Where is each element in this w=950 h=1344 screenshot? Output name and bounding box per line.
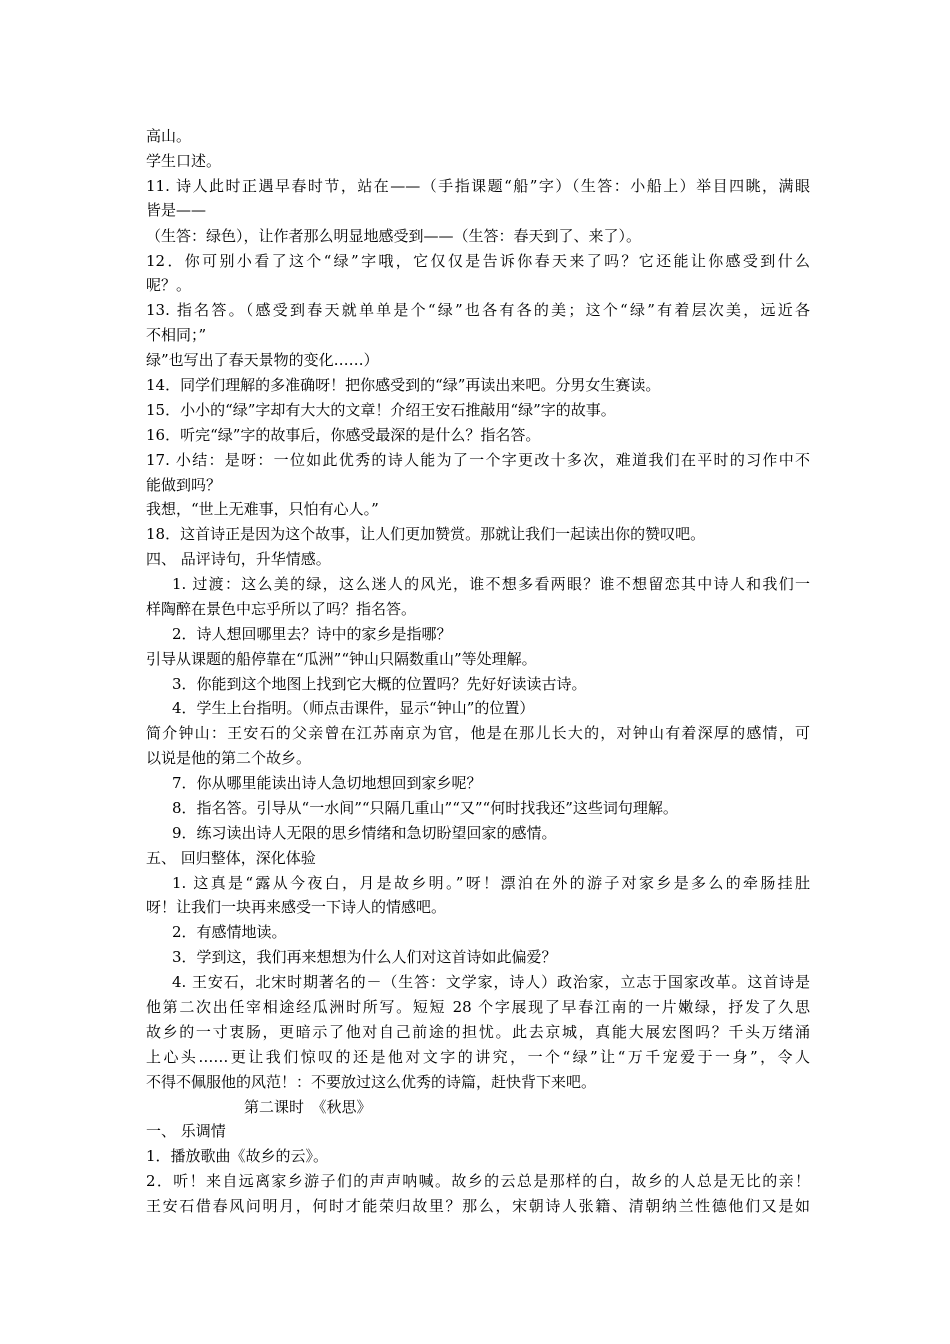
text-line: 简介钟山：王安石的父亲曾在江苏南京为官，他是在那儿长大的，对钟山有着深厚的感情，可: [146, 724, 810, 742]
text-line: 我想，“世上无难事，只怕有心人。”: [146, 500, 379, 518]
text-line: 9．练习读出诗人无限的思乡情绪和急切盼望回家的感情。: [172, 824, 557, 842]
text-line: 呢？。: [146, 276, 192, 294]
text-line: 绿”也写出了春天景物的变化……）: [146, 351, 379, 369]
section-heading: 一、 乐调情: [146, 1122, 226, 1140]
text-line: 2．诗人想回哪里去？诗中的家乡是指哪？: [172, 625, 452, 643]
text-line: 4．学生上台指明。（师点击课件，显示“钟山”的位置）: [172, 699, 535, 717]
text-line: 3．学到这，我们再来想想为什么人们对这首诗如此偏爱？: [172, 948, 557, 966]
text-line: 1. 过渡：这么美的绿，这么迷人的风光，谁不想多看两眼？谁不想留恋其中诗人和我们一: [172, 575, 810, 593]
text-line: 学生口述。: [146, 152, 222, 170]
text-line: 12．你可别小看了这个“绿”字哦，它仅仅是告诉你春天来了吗？它还能让你感受到什么: [146, 252, 810, 270]
text-line: （生答：绿色），让作者那么明显地感受到——（生答：春天到了、来了）。: [146, 227, 642, 245]
section-heading: 五、 回归整体，深化体验: [146, 849, 316, 867]
text-line: 15．小小的“绿”字却有大大的文章！介绍王安石推敲用“绿”字的故事。: [146, 401, 616, 419]
text-line: 4. 王安石，北宋时期著名的－（生答：文学家，诗人）政治家，立志于国家改革。这首诗是: [172, 973, 810, 991]
text-line: 16．听完“绿”字的故事后，你感受最深的是什么？指名答。: [146, 426, 541, 444]
text-line: 不得不佩服他的风范！：不要放过这么优秀的诗篇，赶快背下来吧。: [146, 1073, 597, 1091]
text-line: 王安石借春风问明月，何时才能荣归故里？那么，宋朝诗人张籍、清朝纳兰性德他们又是如: [146, 1197, 810, 1215]
text-line: 呀！让我们一块再来感受一下诗人的情感吧。: [146, 898, 447, 916]
text-line: 2．听！来自远离家乡游子们的声声呐喊。故乡的云总是那样的白，故乡的人总是无比的亲！: [146, 1172, 810, 1190]
text-line: 3．你能到这个地图上找到它大概的位置吗？先好好读读古诗。: [172, 675, 587, 693]
text-line: 上心头……更让我们惊叹的还是他对文字的讲究，一个“绿”让“万千宠爱于一身”，令人: [146, 1048, 810, 1066]
text-line: 8．指名答。引导从“一水间”“只隔几重山”“又”“何时找我还”这些词句理解。: [172, 799, 678, 817]
text-line: 高山。: [146, 127, 192, 145]
text-line: 以说是他的第二个故乡。: [146, 749, 312, 767]
text-line: 18．这首诗正是因为这个故事，让人们更加赞赏。那就让我们一起读出你的赞叹吧。: [146, 525, 706, 543]
text-line: 7．你从哪里能读出诗人急切地想回到家乡呢？: [172, 774, 482, 792]
text-line: 13. 指名答。（感受到春天就单单是个“绿”也各有各的美；这个“绿”有着层次美，远近各: [146, 301, 810, 319]
text-line: 能做到吗？: [146, 476, 222, 494]
section-heading: 四、 品评诗句，升华情感。: [146, 550, 331, 568]
text-line: 皆是——: [146, 201, 207, 219]
text-line: 1．播放歌曲《故乡的云》。: [146, 1147, 329, 1165]
text-line: 引导从课题的船停靠在“瓜洲”“钟山只隔数重山”等处理解。: [146, 650, 537, 668]
text-line: 14．同学们理解的多准确呀！把你感受到的“绿”再读出来吧。分男女生赛读。: [146, 376, 661, 394]
text-line: 17. 小结：是呀：一位如此优秀的诗人能为了一个字更改十多次，难道我们在平时的习作中不: [146, 451, 810, 469]
text-line: 他第二次出任宰相途经瓜洲时所写。短短 28 个字展现了早春江南的一片嫩绿，抒发了久思: [146, 998, 810, 1016]
text-line: 故乡的一寸衷肠，更暗示了他对自己前途的担忧。此去京城，真能大展宏图吗？千头万绪涌: [146, 1023, 810, 1041]
lesson-title: 第二课时 《秋思》: [244, 1098, 372, 1116]
text-line: 不相同；”: [146, 326, 207, 344]
text-line: 11. 诗人此时正遇早春时节，站在——（手指课题“船”字）（生答：小船上）举目四眺，满眼: [146, 177, 810, 195]
text-line: 2．有感情地读。: [172, 923, 287, 941]
text-line: 1. 这真是“露从今夜白，月是故乡明。”呀！漂泊在外的游子对家乡是多么的牵肠挂肚: [172, 874, 810, 892]
text-line: 样陶醉在景色中忘乎所以了吗？指名答。: [146, 600, 417, 618]
